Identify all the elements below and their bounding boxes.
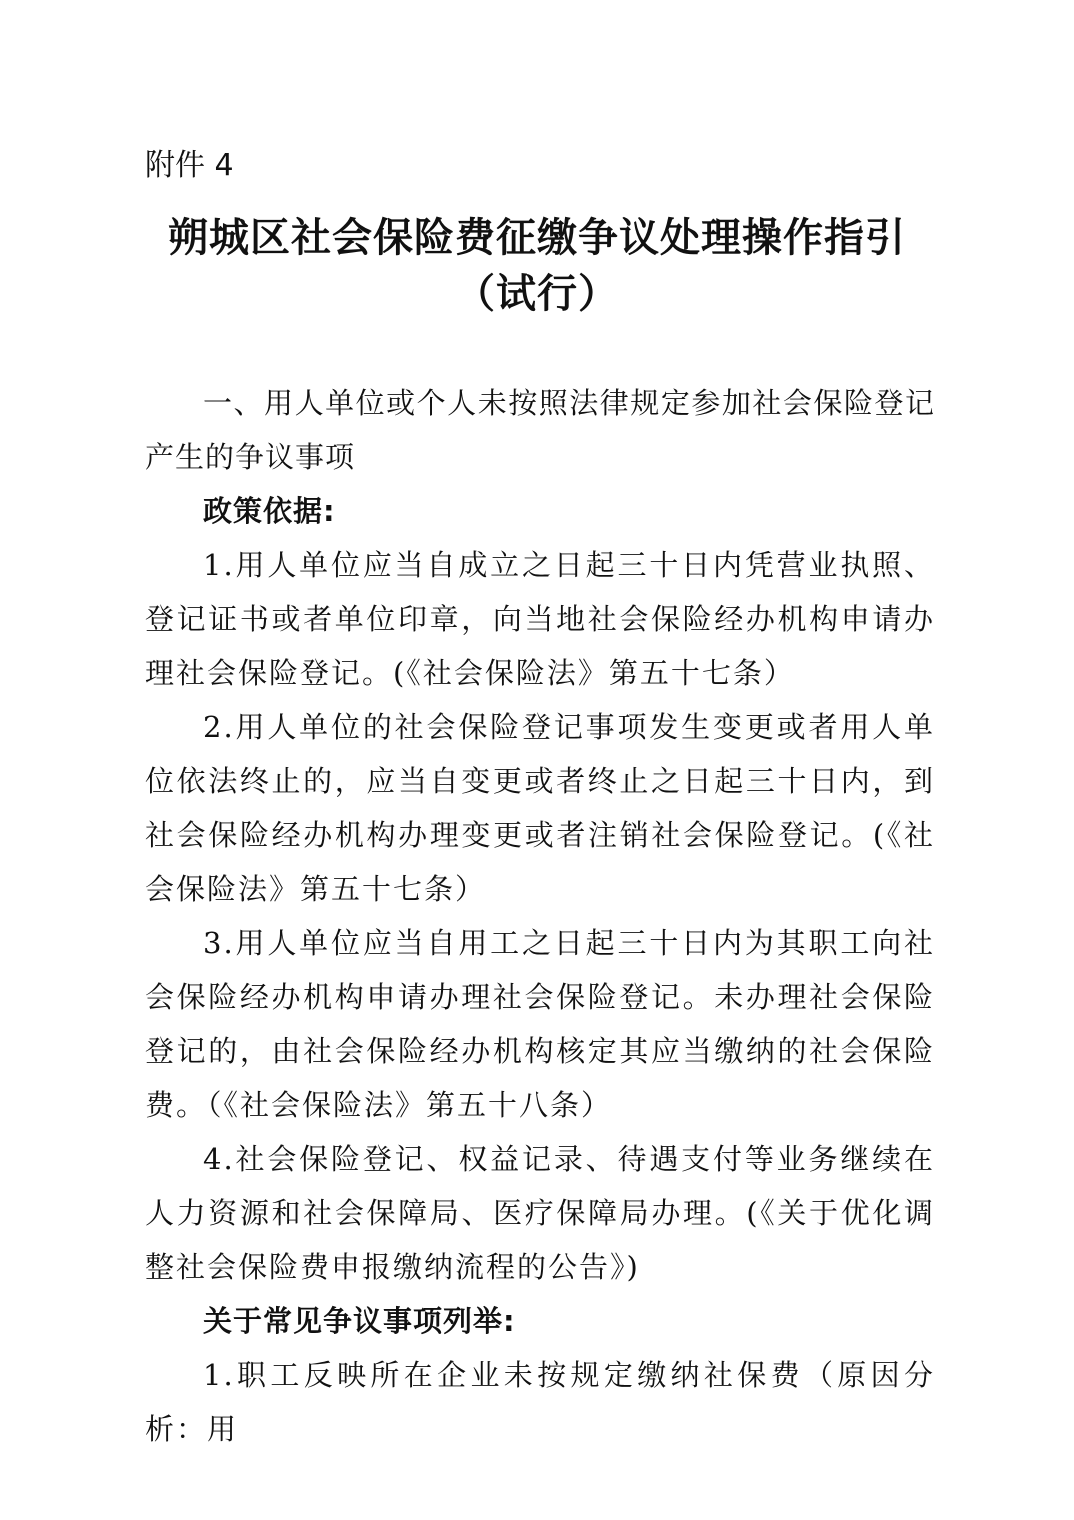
policy-item: 3.用人单位应当自用工之日起三十日内为其职工向社会保险经办机构申请办理社会保险登记。未办理社会保险登记的，由社会保险经办机构核定其应当缴纳的社会保险费。（《社会保险法》第五十八条）	[145, 926, 935, 1122]
section-heading: 一、用人单位或个人未按照法律规定参加社会保险登记产生的争议事项	[145, 386, 935, 474]
attachment-label: 附件 4	[145, 148, 234, 183]
dispute-item: 1.职工反映所在企业未按规定缴纳社保费（原因分析：用	[145, 1358, 935, 1446]
policy-basis-label: 政策依据:	[203, 494, 336, 528]
policy-item: 1.用人单位应当自成立之日起三十日内凭营业执照、登记证书或者单位印章，向当地社会保险经办机构申请办理社会保险登记。(《社会保险法》第五十七条）	[145, 548, 935, 690]
common-disputes-label: 关于常见争议事项列举:	[203, 1304, 516, 1338]
policy-item: 4.社会保险登记、权益记录、待遇支付等业务继续在人力资源和社会保障局、医疗保障局办理。(《关于优化调整社会保险费申报缴纳流程的公告》)	[145, 1142, 935, 1284]
document-subtitle: （试行）	[455, 271, 619, 317]
policy-item: 2.用人单位的社会保险登记事项发生变更或者用人单位依法终止的，应当自变更或者终止之日起三十日内，到社会保险经办机构办理变更或者注销社会保险登记。(《社会保险法》第五十七条）	[145, 710, 935, 906]
document-title: 朔城区社会保险费征缴争议处理操作指引	[168, 215, 906, 261]
document-body	[145, 376, 935, 1456]
